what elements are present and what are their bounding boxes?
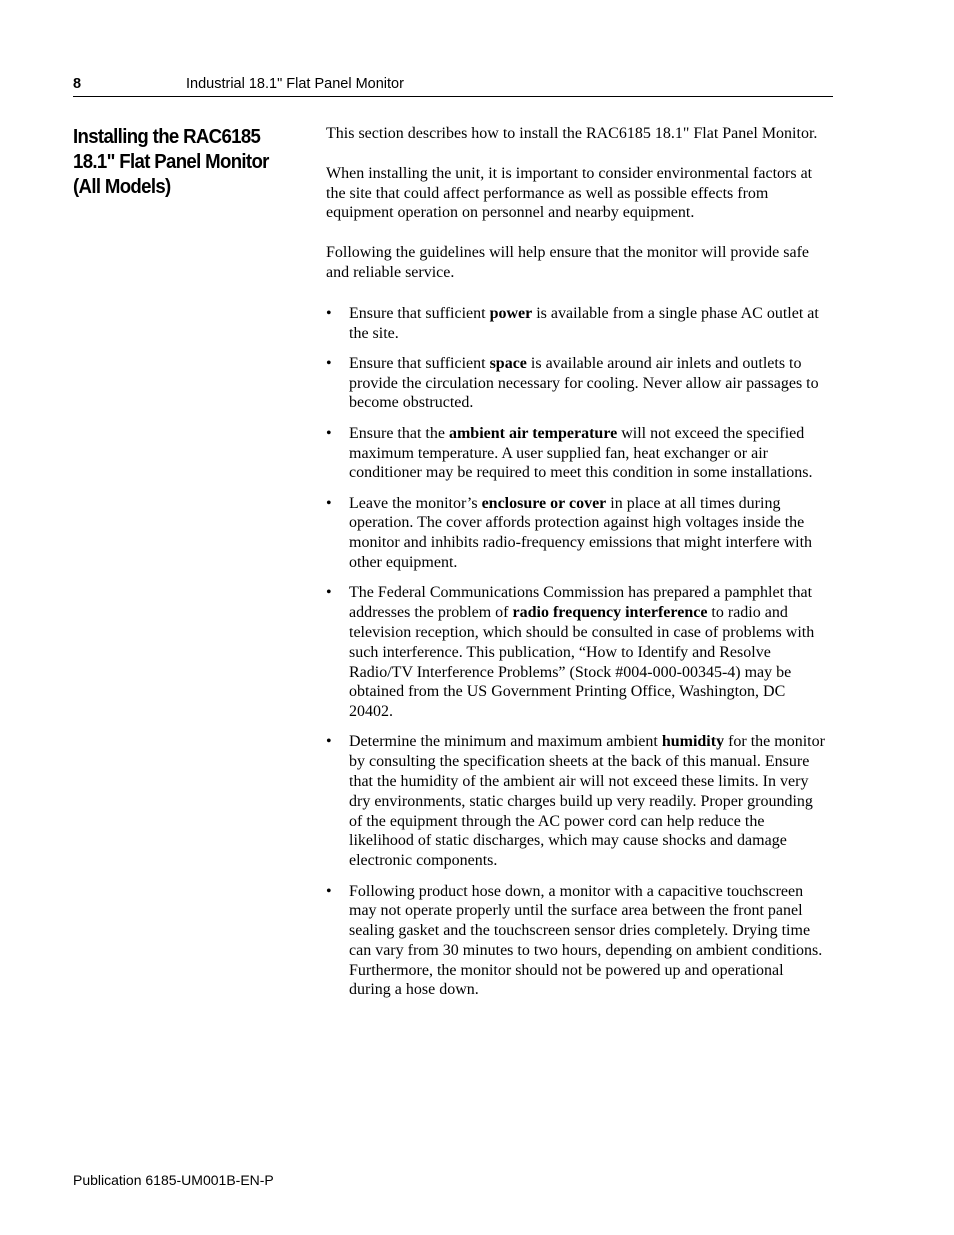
list-item-space: • Ensure that sufficient space is available around air inlets and outlets to provide the circulation necessary for cooling. Never allow air passages to become obstructed. bbox=[326, 354, 819, 412]
considerations-paragraph: When installing the unit, it is important to consider environmental factors at the site that could affect performance as well as possible effects from equipment operation on personnel and nearby equipment. bbox=[326, 164, 813, 222]
bullet-icon: • bbox=[326, 304, 332, 322]
section-heading: Installing the RAC6185 18.1" Flat Panel Monitor (All Models) bbox=[73, 126, 269, 198]
bold-term: ambient air temperature bbox=[448, 424, 618, 442]
bullet-icon: • bbox=[326, 882, 332, 900]
bold-term: enclosure or cover bbox=[481, 494, 607, 512]
publication-footer: Publication 6185-UM001B-EN-P bbox=[73, 1172, 274, 1188]
bullet-icon: • bbox=[326, 733, 332, 751]
guidelines-list bbox=[326, 304, 828, 1001]
running-title: Industrial 18.1" Flat Panel Monitor bbox=[186, 76, 404, 92]
list-item-humidity: • Determine the minimum and maximum ambient humidity for the monitor by consulting the specification sheets at the back of this manual. Ensure that the humidity of the ambient air will not exceed these limits. In very dry environments, static charges build up very readily. Proper grounding of the equipment through the AC power cord can help reduce the likelihood of static discharges, which may cause shocks and damage electronic components. bbox=[326, 733, 825, 870]
list-item-hose-down: • Following product hose down, a monitor with a capacitive touchscreen may not operate properly until the surface area between the front panel sealing gasket and the touchscreen sensor dries completely. Drying time can vary from 30 minutes to two hours, depending on ambient conditions. Furthermore, the monitor should not be powered up and operational during a hose down. bbox=[326, 882, 823, 999]
intro-paragraph: This section describes how to install the RAC6185 18.1" Flat Panel Monitor. bbox=[326, 125, 818, 142]
bullet-icon: • bbox=[326, 494, 332, 512]
bullet-icon: • bbox=[326, 424, 332, 442]
bold-term: humidity bbox=[661, 733, 725, 751]
bold-term: power bbox=[489, 304, 533, 322]
list-item-interference: • The Federal Communications Commission has prepared a pamphlet that addresses the problem of radio frequency interference to radio and television reception, which should be consulted in case of problems with such interference. This publication, “How to Identify and Resolve Radio/TV Interference Problems” (Stock #004-000-00345-4) may be obtained from the US Government Printing Office, Washington, DC 20402. bbox=[326, 584, 815, 721]
list-item-enclosure: • Leave the monitor’s enclosure or cover in place at all times during operation. The cover affords protection against high voltages inside the monitor and inhibits radio-frequency emissions that might interfere with other equipment. bbox=[326, 494, 813, 572]
section-body bbox=[326, 124, 828, 1011]
bullet-icon: • bbox=[326, 584, 332, 602]
page-header bbox=[73, 75, 833, 97]
page-number: 8 bbox=[73, 76, 82, 92]
bold-term: radio frequency interference bbox=[512, 604, 708, 622]
bullet-icon: • bbox=[326, 354, 332, 372]
bold-term: space bbox=[489, 354, 527, 372]
list-item-power: • Ensure that sufficient power is available from a single phase AC outlet at the site. bbox=[326, 304, 819, 342]
guidelines-paragraph: Following the guidelines will help ensure that the monitor will provide safe and reliable service. bbox=[326, 244, 810, 281]
list-item-temperature: • Ensure that the ambient air temperature will not exceed the specified maximum temperature. A user supplied fan, heat exchanger or air conditioner may be required to meet this condition in some installations. bbox=[326, 424, 813, 482]
